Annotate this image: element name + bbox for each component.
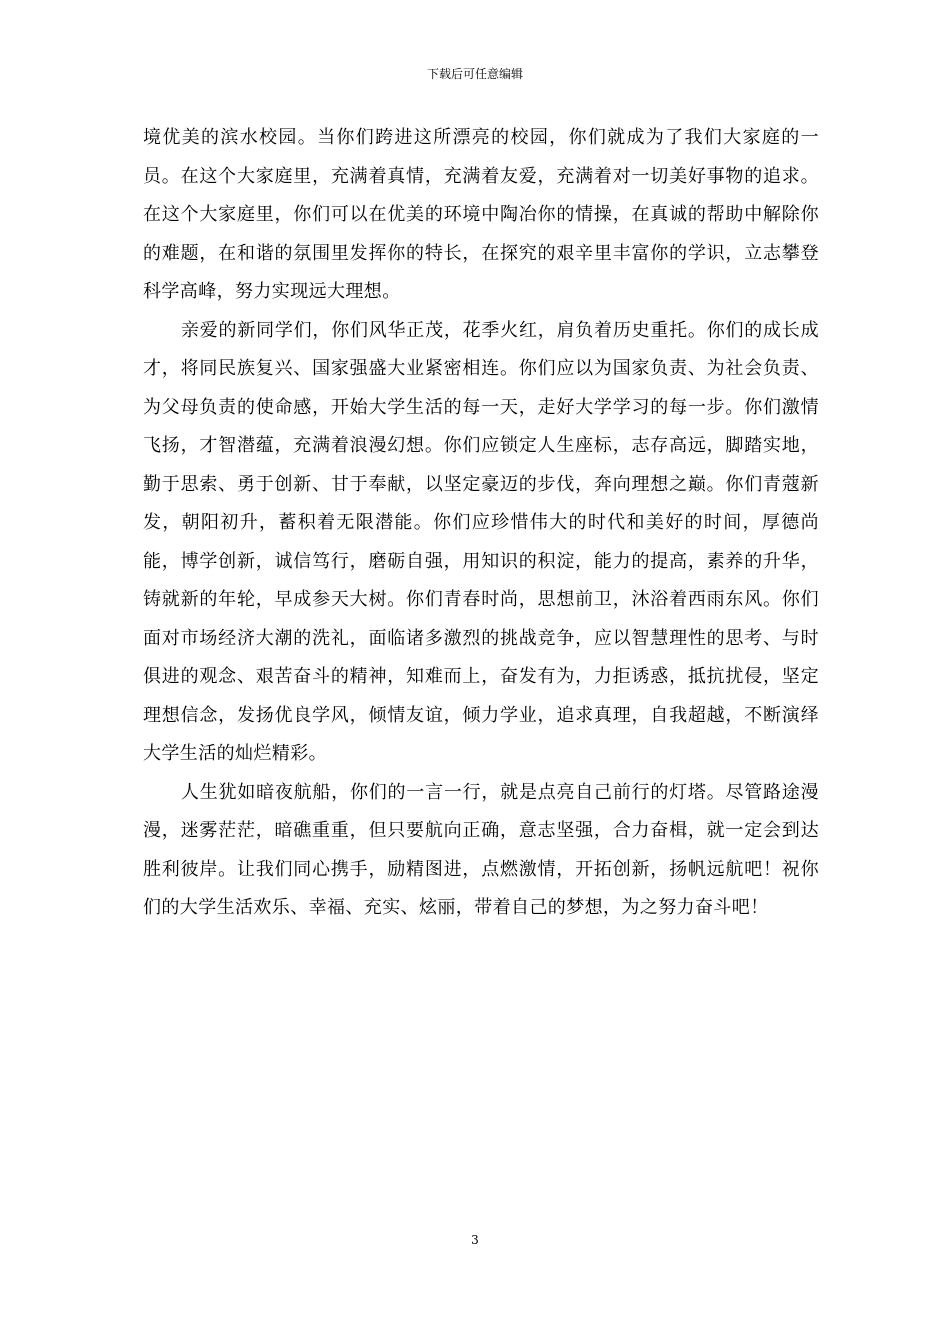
page-header-note: 下载后可任意编辑: [426, 67, 523, 81]
document-body: [143, 119, 819, 928]
paragraph-life-voyage: 人生犹如暗夜航船，你们的一言一行，就是点亮自己前行的灯塔。尽管路途漫漫，迷雾茫茫，暗礁重重，但只要航向正确，意志坚强，合力奋楫，就一定会到达胜利彼岸。让我们同心携手，励精图进，点燃激情，开拓创新，扬帆远航吧！祝你们的大学生活欢乐、幸福、充实、炫丽，带着自己的梦想，为之努力奋斗吧！: [143, 781, 819, 918]
paragraph-campus-family: 境优美的滨水校园。当你们跨进这所漂亮的校园，你们就成为了我们大家庭的一员。在这个大家庭里，充满着真情，充满着友爱，充满着对一切美好事物的追求。在这个大家庭里，你们可以在优美的环境中陶冶你的情操，在真诚的帮助中解除你的难题，在和谐的氛围里发挥你的特长，在探究的艰辛里丰富你的学识，立志攀登科学高峰，努力实现远大理想。: [143, 127, 819, 302]
paragraph-new-students: 亲爱的新同学们，你们风华正茂，花季火红，肩负着历史重托。你们的成长成才，将同民族复兴、国家强盛大业紧密相连。你们应以为国家负责、为社会负责、为父母负责的使命感，开始大学生活的每一天，走好大学学习的每一步。你们激情飞扬，才智潜蕴，充满着浪漫幻想。你们应锁定人生座标，志存高远，脚踏实地，勤于思索、勇于创新、甘于奉献，以坚定豪迈的步伐，奔向理想之巅。你们青蔻新发，朝阳初升，蓄积着无限潜能。你们应珍惜伟大的时代和美好的时间，厚德尚能，博学创新，诚信笃行，磨砺自强，用知识的积淀，能力的提高，素养的升华，铸就新的年轮，早成参天大树。你们青春时尚，思想前卫，沐浴着西雨东风。你们面对市场经济大潮的洗礼，面临诸多激烈的挑战竞争，应以智慧理性的思考、与时俱进的观念、艰苦奋斗的精神，知难而上，奋发有为，力拒诱惑，抵抗扰侵，坚定理想信念，发扬优良学风，倾情友谊，倾力学业，追求真理，自我超越，不断演绎大学生活的灿烂精彩。: [143, 319, 819, 764]
page-number: 3: [471, 1233, 479, 1247]
